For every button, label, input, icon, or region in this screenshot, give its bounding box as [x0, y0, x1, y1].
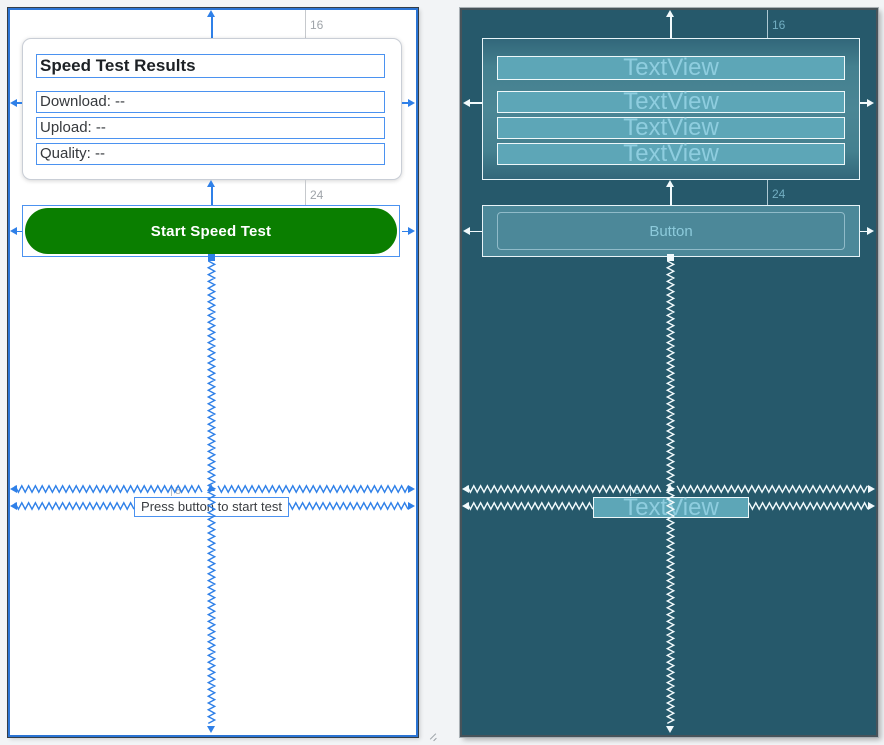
textview-placeholder: TextView [623, 88, 719, 115]
textview-placeholder: TextView [623, 493, 719, 521]
constraint-arrowhead-up-icon [666, 180, 674, 187]
constraint-anchor [208, 254, 215, 261]
horizontal-spring [749, 501, 868, 511]
constraint-line-button-top [670, 184, 672, 205]
surface-resize-handle[interactable] [428, 732, 438, 742]
constraint-arrowhead-down-icon [207, 726, 215, 733]
vertical-spring [205, 261, 218, 726]
constraint-arrowhead-up-icon [666, 484, 674, 491]
margin-guide-button [305, 180, 306, 205]
title-textview[interactable] [36, 54, 385, 78]
download-text: Download: -- [40, 93, 126, 110]
start-button[interactable] [497, 212, 845, 250]
margin-guide-top [767, 10, 768, 38]
constraint-arrowhead-left-icon [10, 227, 17, 235]
constraint-arrowhead-left-icon [463, 99, 470, 107]
constraint-line-card-top [211, 16, 213, 38]
horizontal-spring [467, 501, 593, 511]
constraint-line-card-top [670, 16, 672, 38]
constraint-arrowhead-left-icon [10, 99, 17, 107]
margin-guide-button [767, 180, 768, 205]
constraint-arrowhead-down-icon [666, 726, 674, 733]
constraint-arrowhead-up-icon [207, 484, 215, 491]
margin-label-button: 24 [772, 187, 786, 201]
margin-label-top: 16 [772, 18, 786, 32]
upload-text: Upload: -- [40, 119, 106, 136]
design-surface[interactable] [8, 8, 418, 737]
start-button-label: Start Speed Test [150, 222, 272, 240]
constraint-arrowhead-up-icon [666, 10, 674, 17]
start-button[interactable] [25, 208, 397, 254]
button-placeholder: Button [649, 222, 693, 240]
constraint-line-button-top [211, 184, 213, 205]
constraint-line-card-left [469, 102, 482, 104]
quality-text: Quality: -- [40, 145, 106, 162]
title-textview[interactable] [497, 56, 845, 80]
horizontal-spring [289, 501, 409, 511]
constraint-arrowhead-right-icon [408, 99, 415, 107]
constraint-arrowhead-left-icon [462, 485, 469, 493]
margin-label-status: 8 [175, 485, 182, 497]
constraint-arrowhead-right-icon [868, 502, 875, 510]
constraint-arrowhead-right-icon [408, 502, 415, 510]
constraint-arrowhead-up-icon [207, 10, 215, 17]
margin-label-top: 16 [310, 18, 324, 32]
constraint-arrowhead-left-icon [462, 502, 469, 510]
constraint-arrowhead-left-icon [10, 502, 17, 510]
constraint-arrowhead-up-icon [207, 180, 215, 187]
status-text: Press button to start test [141, 499, 282, 514]
margin-label-button: 24 [310, 188, 324, 202]
textview-placeholder: TextView [623, 114, 719, 141]
vertical-spring [664, 261, 677, 726]
quality-textview[interactable] [497, 140, 845, 167]
horizontal-spring [15, 501, 134, 511]
horizontal-spring [15, 484, 205, 494]
margin-guide-top [305, 10, 306, 38]
constraint-arrowhead-right-icon [867, 99, 874, 107]
textview-placeholder: TextView [623, 140, 719, 167]
textview-placeholder: TextView [623, 54, 719, 81]
download-textview[interactable] [36, 91, 385, 113]
horizontal-spring [218, 484, 409, 494]
title-text: Speed Test Results [40, 56, 196, 75]
constraint-arrowhead-right-icon [867, 227, 874, 235]
download-textview[interactable] [497, 88, 845, 115]
quality-textview[interactable] [36, 143, 385, 165]
blueprint-surface[interactable] [460, 8, 878, 737]
constraint-arrowhead-right-icon [868, 485, 875, 493]
constraint-arrowhead-right-icon [408, 227, 415, 235]
horizontal-spring [677, 484, 868, 494]
constraint-arrowhead-right-icon [408, 485, 415, 493]
upload-textview[interactable] [497, 114, 845, 141]
constraint-anchor [667, 254, 674, 261]
constraint-arrowhead-left-icon [463, 227, 470, 235]
constraint-arrowhead-left-icon [10, 485, 17, 493]
constraint-line-button-left [469, 231, 482, 233]
upload-textview[interactable] [36, 117, 385, 139]
margin-label-status: 8 [634, 485, 641, 497]
horizontal-spring [467, 484, 664, 494]
